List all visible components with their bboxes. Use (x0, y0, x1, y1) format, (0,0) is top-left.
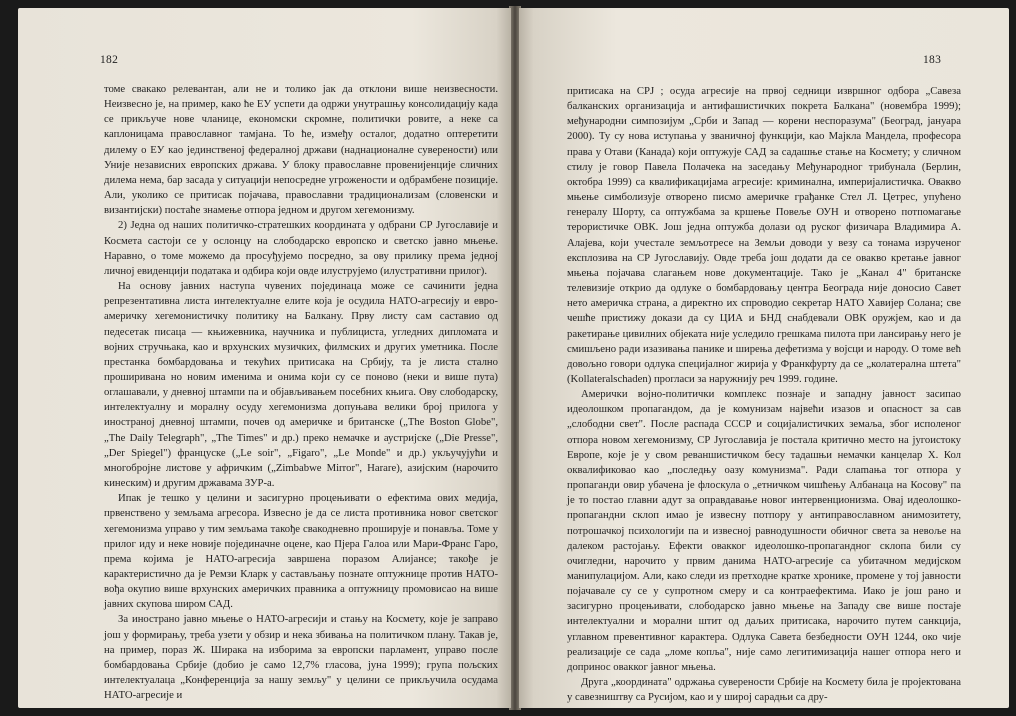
paragraph: томе свакако релевантан, али не и толико јак да отклони више неизвесности. Неизвесно је, на пример, како ће ЕУ успети да одржи унутрашњу консолидацију када се прикључе нове чланице, економски скромне, политички ровите, а неке са каплоницама православног тамјана. То ће, између осталог, додатно оптеретити дилему о ЕУ као јединственој федералној држави (наднационалне суверености) или Уније независних европских држава. У блоку православне провенијенције сличних дилема нема, бар засада у ситуацији непосредне угрожености и одбрамбене позиције. Али, уколико се притисак појачава, православни традиционализам (словенски и византијски) постаће знамење отпора једном и другом хегемонизму. (104, 83, 498, 217)
page-text (567, 84, 961, 705)
right-page (519, 8, 1009, 708)
paragraph: Амерички војно-политички комплекс познаје и западну јавност засипао идеолошком пропагандом, да је комунизам највећи изазов и опасност за сав „слободни свет". После распада СССР и социјалистичких земаља, због исполеног отпора новом хегемонизму, СР Југославија је постала критично место на југоистоку Европе, које је у свом реваншистичком бесу тадашњи немачки канцелар Х. Кол оквалификовао као „последњу оазу комунизма". Ради слamaња тог отпора у пропаганди овир убачена је флоскула о „етничком чишћењу Албанаца на Косову" па је то постао главни адут за оправдавање новог интервенционизма. Овај идеолошко-пропагандни склоп имао је извесну потпору у антиправославном анимозитету, потрошачкој психологији па и извесној равнодушности обичног света за невоље на далеком растојању. Ефекти овакког идеолошко-пропагандног склопа били су очигледни, нарочито у првим данима НАТО-агресије са убитачном медијском манипулацијом. Али, како следи из претходне кратке хронике, промене у тој јавности појачавале су се у супротном смеру и са контраефектима. Иако је још рано и засигурно процењивати, слободарско јавно мњење на Западу све више постаје интелектуални и морални штит од даљих притисака, нарочито путем санкција, углавном превентивног карактера. Одлука Савета безбедности ОУН 1244, око чије реализације се сада „ломе копља", није само легитимизација нашег отпора него и допринос овакког јавног мњења. (567, 388, 961, 673)
paragraph: 2) Једна од наших политичко-стратешких координата у одбрани СР Југославије и Космета састоји се у ослонцу на слободарско европско и светско јавно мњење. Наравно, о томе можемо да просуђујемо посредно, за ову прилику према једној личној евиденцији података и одбира који овде илуструјемо (илустративни прилог). (104, 219, 498, 277)
paragraph: На основу јавних наступа чувених појединаца може се сачинити једна репрезентативна листа интелектуалне елите која је осудила НАТО-агресију и евро-америчку хегемонистичку политику на Балкану. Прву листу сам саставио од педесетак писаца — књижевника, научника и публициста, угледних дипломата и војних стручњака, као и врхунских музичких, филмских и других уметника. После престанка бомбардовања и текућих притисака на Србију, та је листа стално проширивана но новим именима и онима који су се поново (неки и више пута) оглашавали, у дневној штампи па и објављивањем посебних књига. Ову слободарску, интелектуалну и моралну осуду хегемонизма допуњава велики број прилога у иностраној дневној штампи, почев од америчке и британске („The Boston Globe", „The Daily Telegraph", „The Times" и др.) преко немачке и аустријске („Die Presse", „Der Spiegel") француске („Le soir", „Figaro", „Le Monde" и др.) укључујући и многобројне листове у афричким („Zimbabwe Mirror", Harare), азијским (нарочито кинеским) и другим државама ЗУР-а. (104, 280, 498, 490)
page-number: 183 (923, 54, 942, 66)
paragraph: Ипак је тешко у целини и засигурно процењивати о ефектима ових медија, првенствено у земљама агресора. Извесно је да се листа противника новог светског хегемонизма управо у тим земљама такође свакодневно проширује и понавља. Томе у прилог иду и неке новије појединачне оцене, као Пјера Галоа или Мари-Франс Гаро, према којима је НАТО-агресија завршена поразом Алијансе; такође је карактеристично да је Ремзи Кларк у састављању познате оптужнице против НАТО-вођа окупио више врхунских америчких правника а оптужницу промовисао на више јавних скупова широм САД. (104, 492, 498, 611)
page-number: 182 (100, 54, 119, 66)
paragraph: За инострано јавно мњење о НАТО-агресији и стању на Космету, које је заправо још у формирању, треба узети у обзир и нека збивања на политичком плану. Такав је, на пример, пораз Ж. Ширака на изборима за европски парламент, управо после бомбардовања Србије (добио је само 12,7% гласова, јуна 1999); група пољских интелектуалаца „Конференција за нашу земљу" у целини се прикључила осудама НАТО-агресије и (104, 613, 498, 702)
paragraph: Друга „координата" одржања суверености Србије на Космету била је пројектована у савезништву са Русијом, као и у широј сарадњи са дру- (567, 676, 961, 704)
paragraph: притисака на СРЈ ; осуда агресије на првој седници извршног одбора „Савеза балканских организација и антифашистичких покрета Балкана" (новембра 1999); међународни симпозијум „Срби и Запад — корени неспоразума" (Београд, јануара 2000). Ту су нова иступања у званичној функцији, као Мајкла Мандела, професора права у Отави (Канада) који оптужује САД за садашње стање на Космету; у сличном стилу је говор Павела Полачека на заседању Међународног трибунала (Берлин, октобра 1999) са квалификацијама агресије: криминална, империјалистичка. Овакво мњење симболизује отворено писмо америчке грађанке Стел Л. Цетрес, упућено генералу Шорту, са оптужбама за кршење Повеље ОУН и отворено потпомагање терористичке ОВК. Још једна оптужба долази од руског физичара Владимира А. Алајева, који учестале земљотресе на Земљи доводи у везу са тонама изрученог експлозива на СР Југославију. Овде треба још додати да се овакво кретање јавног мњења појачава слагањем нове документације. Тако је „Канал 4" британске телевизије открио да одлуке о бомбардовању центра Београда није доносио Савет нето америчка страна, а директно их спроводио секретар НАТО Хавијер Солана; све чешће пристижу докази да су ЦИА и БНД снабдевали ОВК оружјем, као и да ракетирање цивилних објеката није уследило грешкама пилота при лансирању него је смишљено ради изазивања панике и ширења дефетизма у војсци и народу. О томе већ довољно говори одлука специјалног жирија у Франкфурту да се „колатерална штета" (Kollateralschaden) прогласи за наружнију реч 1999. године. (567, 85, 961, 385)
page-text (104, 82, 498, 703)
left-page (18, 8, 511, 708)
